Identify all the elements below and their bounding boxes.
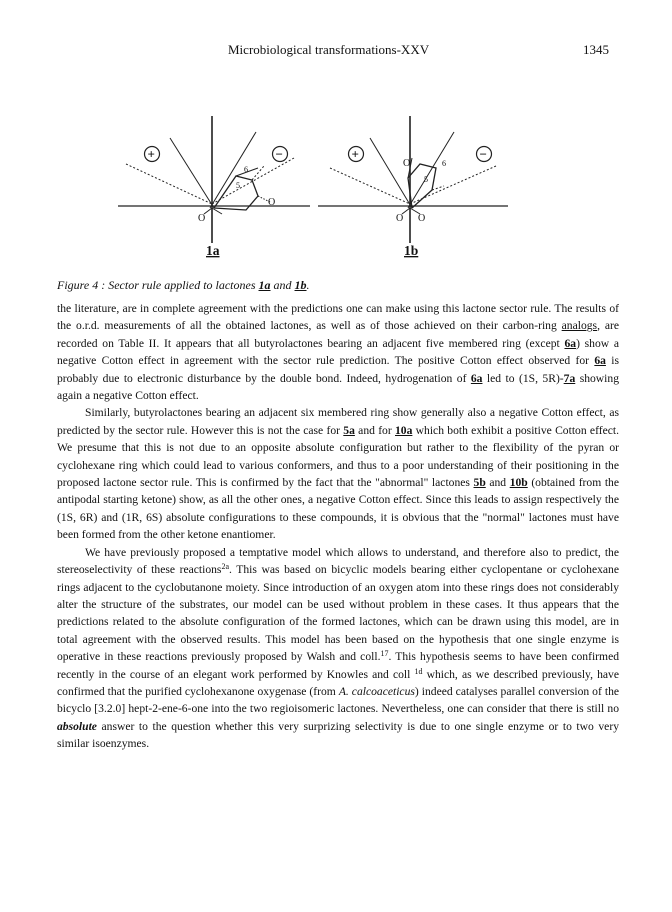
sector-line <box>370 138 412 208</box>
text-span: which, as we described previously, have confirmed that the purified cyclohexanone oxygenase (from <box>57 667 619 698</box>
sector-line <box>330 168 410 204</box>
compound-label-1b: 1b <box>404 243 419 258</box>
atom-label: O <box>403 158 411 169</box>
text-span: led to (1S, 5R)- <box>482 371 564 385</box>
figure-caption <box>57 278 310 293</box>
atom-label: O <box>198 213 206 224</box>
reference-superscript: 17 <box>380 649 389 659</box>
text-span: . This hypothesis seems to have been confirmed recently in the course of an elegant work performed by Knowles and coll <box>57 650 620 681</box>
sector-diagram-1b <box>318 116 508 243</box>
atom-label: 5 <box>424 175 428 184</box>
text-span: and <box>485 476 510 490</box>
text-span: (obtained from the antipodal starting ketone) show, as all the other ones, a negative Cotton effect. Since this leads to assign respectively the (1S, 6R) and (1R, 6S) absolute configurations to these compounds, it is obvious that the "normal" lactones must have been formed from the other ketone enantiomer. <box>57 476 619 542</box>
text-span: A. calcoaceticus <box>338 684 415 698</box>
paragraph <box>57 300 619 404</box>
compound-ref: 7a <box>563 371 576 385</box>
sector-diagram-1a <box>118 116 310 243</box>
text-span: absolute <box>57 719 97 733</box>
atom-label: 6 <box>244 165 248 174</box>
compound-ref: 5a <box>343 423 355 437</box>
sector-rule-figure <box>118 108 558 268</box>
minus-sign: − <box>479 146 487 162</box>
text-span: We have previously proposed a temptative model which allows to understand, and therefore also to predict, the stereoselectivity of these reactions <box>57 545 619 577</box>
text-span: , are recorded on Table II. It appears that all butyrolactones bearing an adjacent five membered ring (except <box>57 319 619 350</box>
compound-ref: 6a <box>470 371 483 385</box>
caption-text: Figure 4 : Sector rule applied to lactones <box>57 278 259 292</box>
sector-line <box>170 138 214 208</box>
compound-label-1a: 1a <box>206 243 220 258</box>
caption-text: . <box>306 278 310 292</box>
compound-ref: 6a <box>594 354 606 368</box>
text-span: is probably due to electronic disturbance by the double bond. Indeed, hydrogenation of <box>57 354 619 385</box>
text-span: answer to the question whether this very surprizing selectivity is due to one single enzyme or to two very similar isoenzymes. <box>57 719 619 751</box>
caption-text: and <box>270 278 295 292</box>
atom-label: O <box>418 213 426 224</box>
text-span: ) show a negative Cotton effect in agreement with the sector rule prediction. The positive Cotton effect observed for <box>57 336 619 368</box>
text-span: analogs <box>561 319 598 333</box>
text-span: ) indeed catalyses parallel conversion of the bicyclo [3.2.0] hept-2-ene-6-one into the two regioisomeric lactones. Nevertheless, one can consider that there is still no <box>57 684 620 716</box>
page-number: 1345 <box>583 42 609 57</box>
plus-sign: + <box>351 146 359 162</box>
paragraph <box>57 404 619 543</box>
compound-ref: 5b <box>473 476 486 490</box>
body-text <box>57 300 619 753</box>
plus-sign: + <box>147 146 155 162</box>
atom-label: O <box>268 197 276 208</box>
compound-ref: 10a <box>395 423 413 437</box>
text-span: the literature, are in complete agreement with the predictions one can make using this lactone sector rule. The results of the o.r.d. measurements of all the obtained lactones, as well as of those achieved on their carbon-ring <box>57 302 619 333</box>
text-span: and for <box>354 423 395 437</box>
paragraph <box>57 544 619 753</box>
text-span: showing again a negative Cotton effect. <box>57 371 619 403</box>
ring-bond <box>432 186 444 190</box>
text-span: . This was based on bicyclic models bearing either cyclopentane or cyclohexane rings adjacent to the cyclobutanone moiety. Since introduction of an oxygen atom into these rings does not considerably alter the structure of the substrates, our model can be used without problem in these cases. It thus appears that the predictions related to the absolute configuration of the formed lactones, which can be drawn using this model, are in total agreement with the observed results. This model has been based on the hypothesis that one single enzyme is operative in these reactions previously proposed by Walsh and coll. <box>57 563 619 664</box>
atom-label: 5 <box>236 181 240 190</box>
text-span: which both exhibit a positive Cotton effect. We presume that this is not due to an opposite absolute configuration but rather to the flexibility of the pyran or cyclohexane ring which could lead to various conformers, and thus to a poor understanding of their positioning in the proposed lactone sector rule. This is confirmed by the fact that the "abnormal" lactones <box>57 423 619 490</box>
sector-line <box>210 132 256 208</box>
caption-ref: 1a <box>258 278 271 292</box>
text-span: Similarly, butyrolactones bearing an adjacent six membered ring show generally also a negative Cotton effect, as predicted by the sector rule. However this is not the case for <box>57 406 619 437</box>
caption-ref: 1b <box>294 278 307 292</box>
running-title: Microbiological transformations-XXV <box>228 42 430 57</box>
minus-sign: − <box>275 146 283 162</box>
atom-label: O <box>396 213 404 224</box>
reference-superscript: 1d <box>414 666 423 676</box>
compound-ref: 10b <box>509 476 528 490</box>
atom-label: 6 <box>442 159 446 168</box>
compound-ref: 6a <box>564 336 577 350</box>
reference-superscript: 2a <box>221 562 230 572</box>
